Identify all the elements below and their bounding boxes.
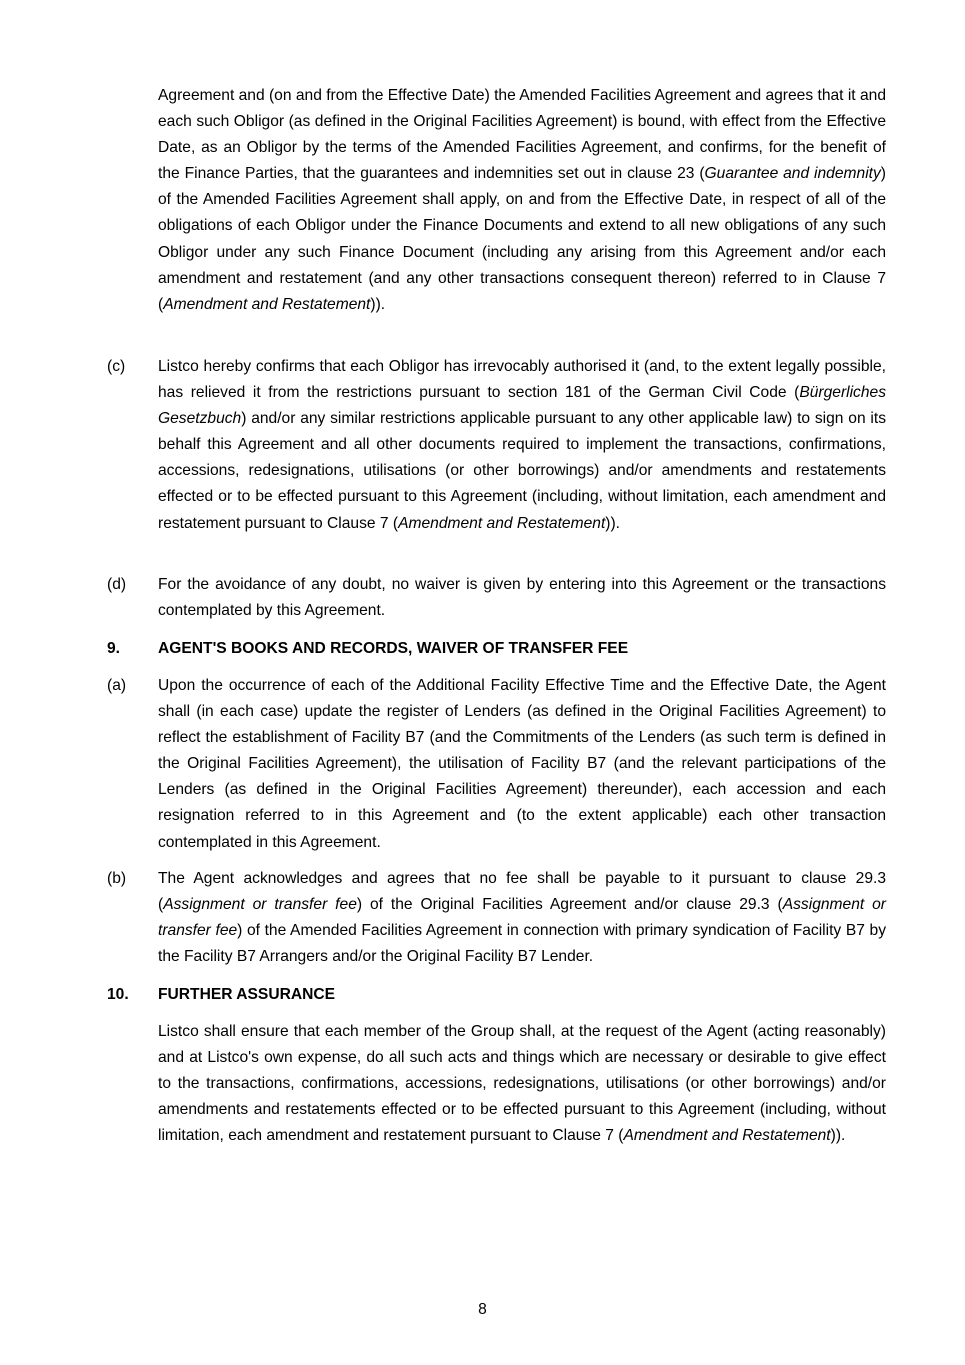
section-10-paragraph xyxy=(158,1019,886,1149)
para-d-label: (d) xyxy=(107,576,127,593)
intro-italic-2: Amendment and Restatement xyxy=(163,295,371,313)
section-9-para-b-italic-1: Assignment or transfer fee xyxy=(163,896,357,914)
para-c-text-2: ) and/or any similar restrictions applicable pursuant to any other applicable law) to sign on its behalf this Agreement and all other documents required to implement the transactions, confirmations, accessions, redesignations, utilisations (or other borrowings) and/or amendments and restatements effected or to be effected pursuant to this Agreement (including, without limitation, each amendment and restatement pursuant to Clause 7 ( xyxy=(158,410,886,532)
para-d: For the avoidance of any doubt, no waiver is given by entering into this Agreement or the transactions contemplated by this Agreement. xyxy=(158,576,886,620)
para-c-text-3: )). xyxy=(605,514,620,532)
intro-text-1: Agreement and (on and from the Effective Date) the Amended Facilities Agreement and agrees that it and each such Obligor (as defined in the Original Facilities Agreement) is bound, with effect from the Effective Date, as an Obligor by the terms of the Amended Facilities Agreement, and confirms, for the benefit of the Finance Parties, that the guarantees and indemnities set out in clause 23 ( xyxy=(158,87,886,183)
section-10-text-2: )). xyxy=(830,1127,846,1145)
intro-italic-1: Guarantee and indemnity xyxy=(704,165,881,183)
intro-text-2: ) of the Amended Facilities Agreement shall apply, on and from the Effective Date, in respect of all of the obligations of each Obligor under the Finance Documents and extend to all new obligations of any such Obligor under any such Finance Document (including any arising from this Agreement and/or each amendment and restatement (and any other transactions consequent thereon) referred to in Clause 7 ( xyxy=(158,165,886,313)
section-9-para-a: Upon the occurrence of each of the Additional Facility Effective Time and the Effective Date, the Agent shall (in each case) update the register of Lenders (as defined in the Original Facilities Agreement) to reflect the establishment of Facility B7 (and the Commitments of the Lenders (as such term is defined in the Original Facilities Agreement), the utilisation of Facility B7 (and the relevant participations of the Lenders (as defined in the Original Facilities Agreement) thereunder), each accession and each resignation referred to in this Agreement and (to the extent applicable) each other transaction contemplated in this Agreement. xyxy=(158,677,886,851)
para-c-text-1: Listco hereby confirms that each Obligor has irrevocably authorised it (and, to the extent legally possible, has relieved it from the restrictions pursuant to section 181 of the German Civil Code ( xyxy=(158,358,886,402)
section-10-title: FURTHER ASSURANCE xyxy=(158,986,336,1003)
para-c xyxy=(158,354,886,537)
section-10-number: 10. xyxy=(107,986,129,1003)
section-9-para-b-label: (b) xyxy=(107,870,127,887)
section-9-para-b xyxy=(158,866,886,970)
para-c-label: (c) xyxy=(107,358,126,375)
section-9-para-b-text-3: ) of the Amended Facilities Agreement in connection with primary syndication of Facility B7 by the Facility B7 Arrangers and/or the Original Facility B7 Lender. xyxy=(158,922,887,966)
section-9-number: 9. xyxy=(107,640,121,657)
section-9-title: AGENT'S BOOKS AND RECORDS, WAIVER OF TRANSFER FEE xyxy=(158,640,629,657)
section-9-para-b-italic-2: Assignment or transfer fee xyxy=(158,896,886,940)
section-10-text-1: Listco shall ensure that each member of the Group shall, at the request of the Agent (acting reasonably) and at Listco's own expense, do all such acts and things which are necessary or desirable to give effect to the transactions, confirmations, accessions, redesignations, utilisations (or other borrowings) and/or amendments and restatements effected or to be effected pursuant to this Agreement (including, without limitation, each amendment and restatement pursuant to Clause 7 ( xyxy=(158,1023,886,1145)
intro-text-3: )). xyxy=(370,295,386,313)
page-number: 8 xyxy=(478,1301,487,1318)
section-9-para-b-text-1: The Agent acknowledges and agrees that no fee shall be payable to it pursuant to clause 29.3 ( xyxy=(158,870,886,914)
section-9-para-a-label: (a) xyxy=(107,677,127,694)
section-10-italic-1: Amendment and Restatement xyxy=(623,1127,831,1145)
para-c-italic-2: Amendment and Restatement xyxy=(398,514,606,532)
para-c-italic-1: Bürgerliches Gesetzbuch xyxy=(158,384,886,428)
intro-paragraph xyxy=(158,83,886,318)
section-9-para-b-text-2: ) of the Original Facilities Agreement and/or clause 29.3 ( xyxy=(356,896,783,914)
